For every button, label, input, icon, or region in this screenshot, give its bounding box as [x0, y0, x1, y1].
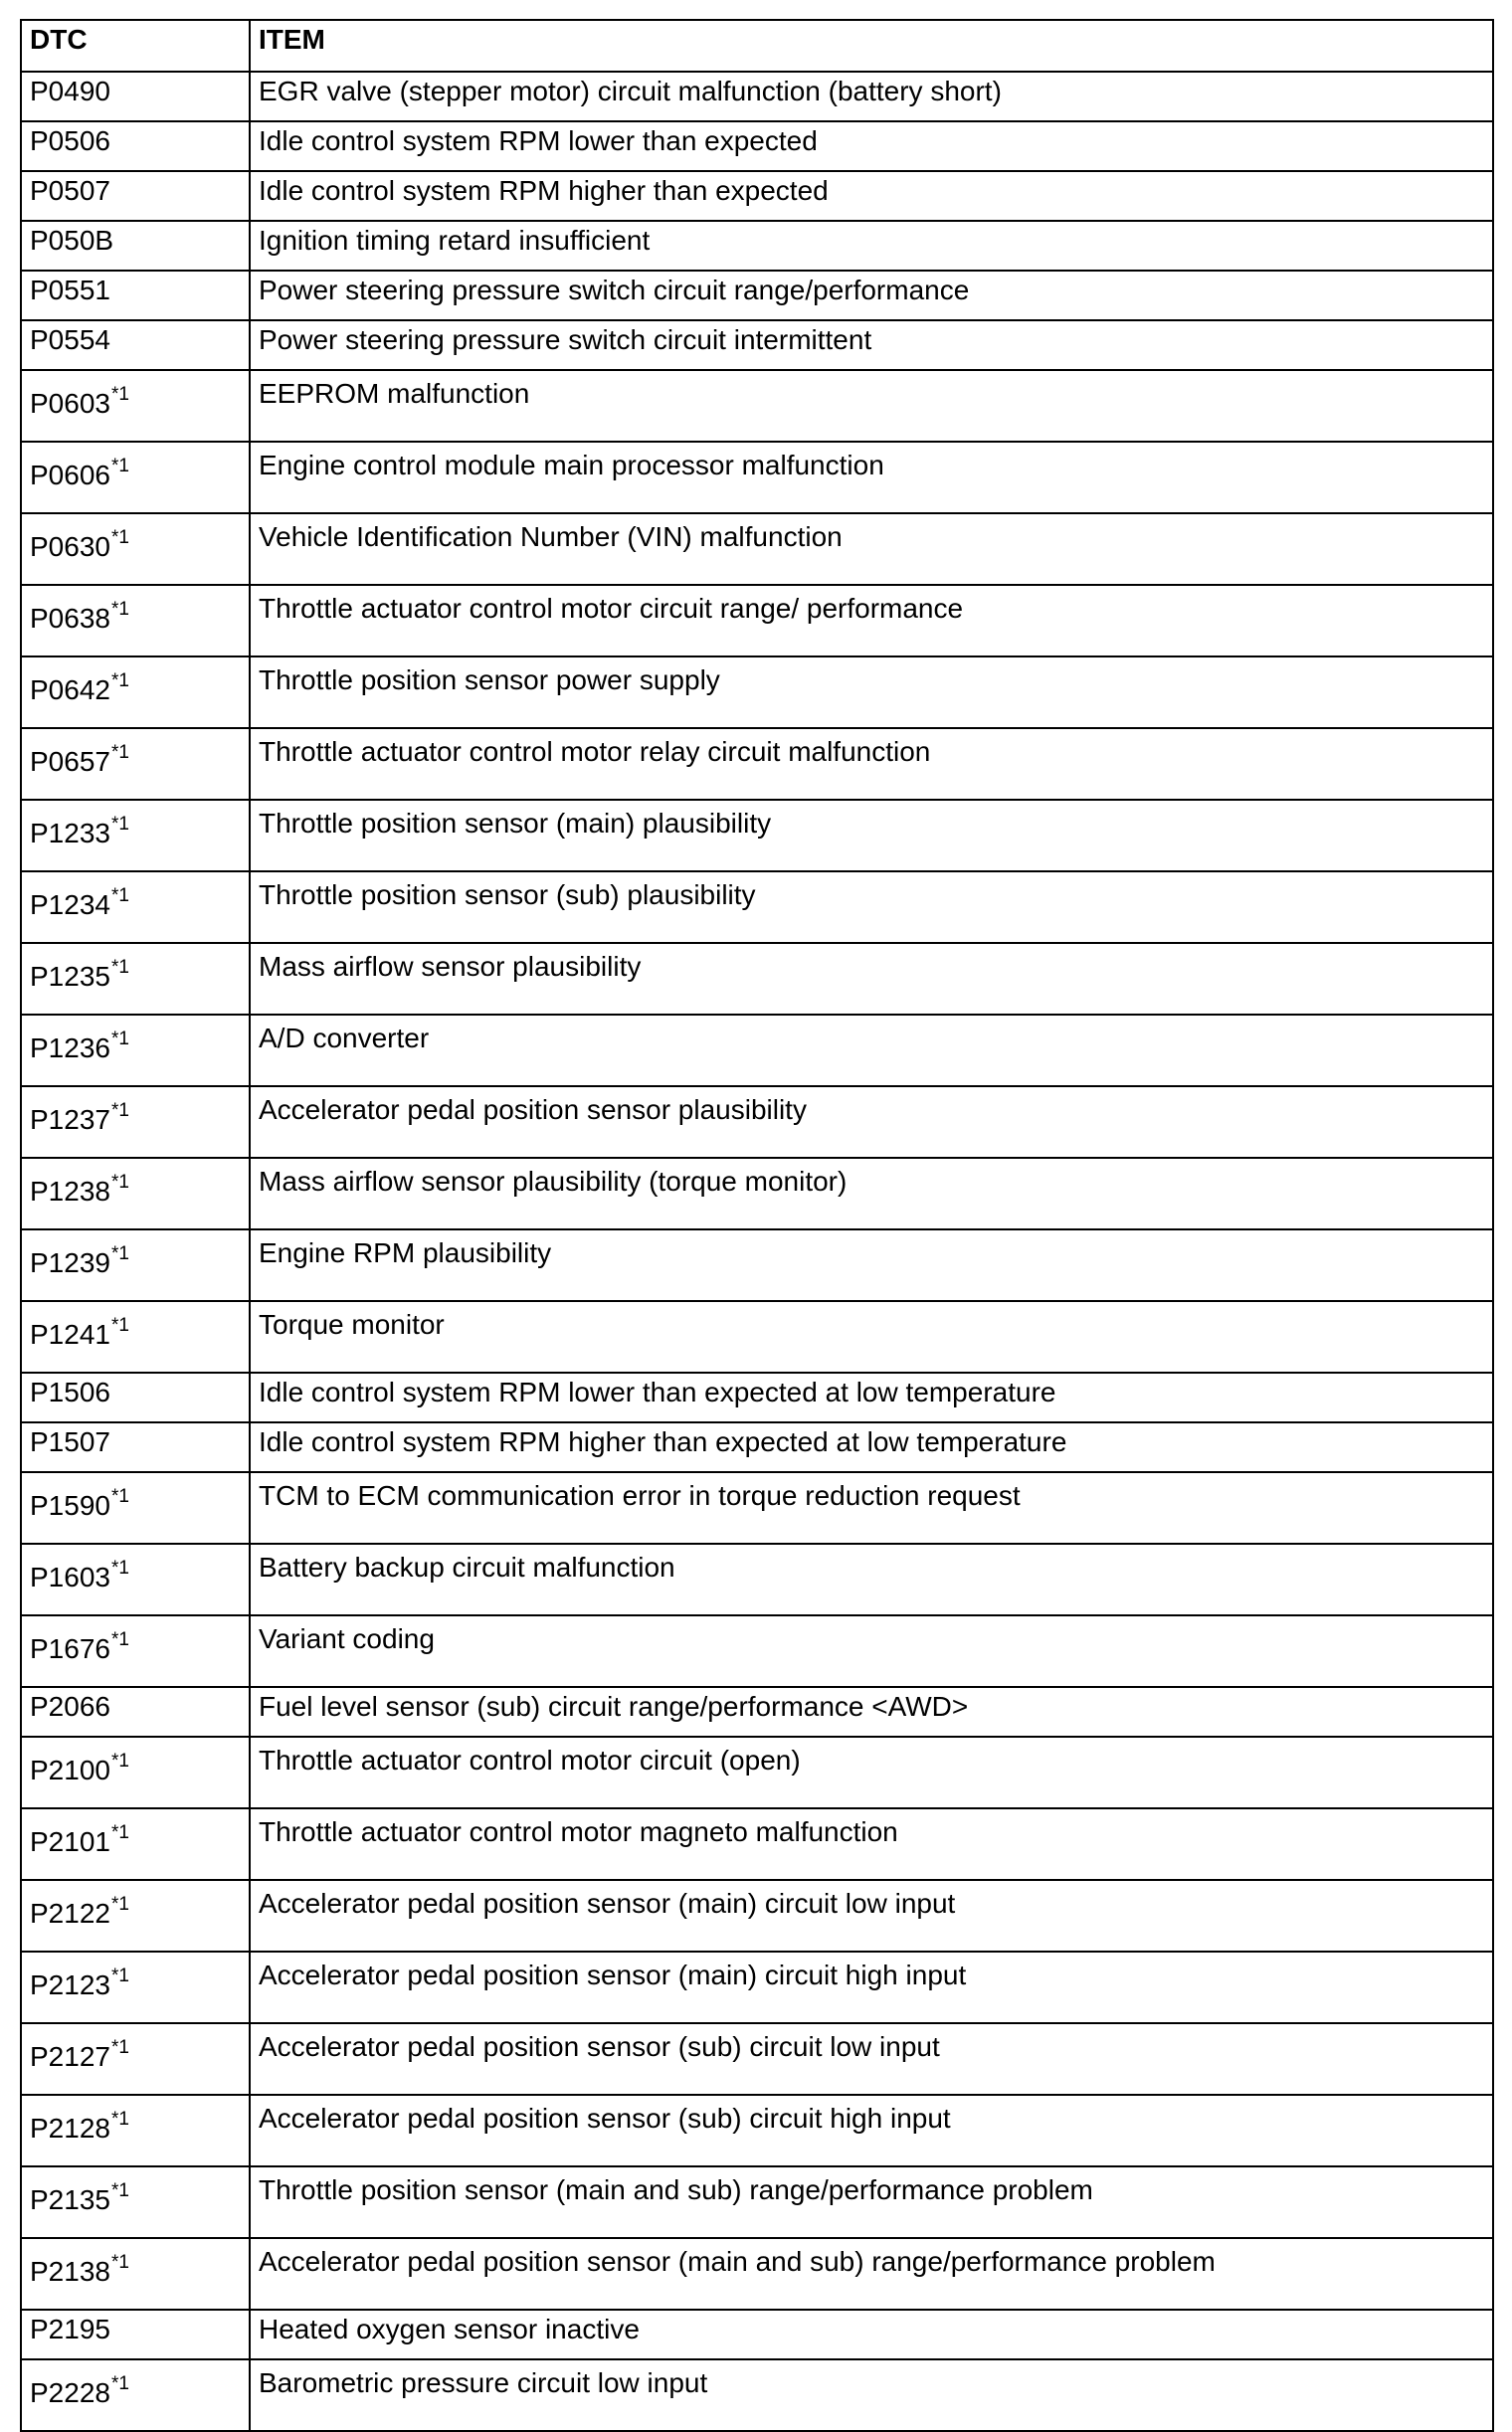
- table-row: [21, 1687, 1493, 1737]
- dtc-item-cell: Torque monitor: [250, 1301, 1493, 1373]
- dtc-code-cell: [21, 2095, 250, 2166]
- footnote-marker: *1: [110, 384, 129, 405]
- dtc-code-cell: [21, 871, 250, 943]
- dtc-item-cell: Throttle actuator control motor circuit (open): [250, 1737, 1493, 1808]
- header-row: [21, 20, 1493, 72]
- dtc-code-cell: [21, 370, 250, 442]
- dtc-table: [20, 19, 1494, 2432]
- dtc-item-cell: Variant coding: [250, 1615, 1493, 1687]
- dtc-code-cell: [21, 1472, 250, 1544]
- dtc-code-cell: [21, 271, 250, 320]
- table-row: [21, 121, 1493, 171]
- dtc-code-cell: [21, 1158, 250, 1229]
- footnote-marker: *1: [110, 814, 129, 835]
- dtc-code: P2127: [30, 2041, 110, 2072]
- footnote-marker: *1: [110, 2252, 129, 2273]
- dtc-code-cell: [21, 121, 250, 171]
- dtc-item-cell: Engine control module main processor malfunction: [250, 442, 1493, 513]
- dtc-item-cell: Throttle position sensor (main and sub) range/performance problem: [250, 2166, 1493, 2238]
- table-row: [21, 1544, 1493, 1615]
- table-row: [21, 728, 1493, 800]
- dtc-code: P0630: [30, 531, 110, 562]
- dtc-code-cell: [21, 2359, 250, 2431]
- dtc-code-cell: [21, 1687, 250, 1737]
- dtc-item-cell: Heated oxygen sensor inactive: [250, 2310, 1493, 2359]
- dtc-item-cell: Throttle position sensor (main) plausibility: [250, 800, 1493, 871]
- dtc-code-cell: [21, 2023, 250, 2095]
- table-row: [21, 171, 1493, 221]
- footnote-marker: *1: [110, 2373, 129, 2394]
- table-row: [21, 442, 1493, 513]
- footnote-marker: *1: [110, 1172, 129, 1193]
- dtc-code: P1237: [30, 1104, 110, 1135]
- dtc-item-cell: Mass airflow sensor plausibility: [250, 943, 1493, 1015]
- dtc-item-cell: Idle control system RPM lower than expected at low temperature: [250, 1373, 1493, 1422]
- table-row: [21, 370, 1493, 442]
- table-row: [21, 800, 1493, 871]
- dtc-item-cell: Idle control system RPM higher than expected: [250, 171, 1493, 221]
- footnote-marker: *1: [110, 957, 129, 978]
- dtc-code: P0642: [30, 674, 110, 705]
- footnote-marker: *1: [110, 2037, 129, 2058]
- dtc-code-cell: [21, 728, 250, 800]
- dtc-code: P0506: [30, 125, 110, 156]
- dtc-item-cell: Ignition timing retard insufficient: [250, 221, 1493, 271]
- dtc-code: P0657: [30, 746, 110, 777]
- dtc-item-cell: Fuel level sensor (sub) circuit range/performance <AWD>: [250, 1687, 1493, 1737]
- table-row: [21, 1373, 1493, 1422]
- dtc-item-cell: Mass airflow sensor plausibility (torque monitor): [250, 1158, 1493, 1229]
- dtc-code: P1590: [30, 1490, 110, 1521]
- table-row: [21, 1229, 1493, 1301]
- footnote-marker: *1: [110, 1315, 129, 1336]
- footnote-marker: *1: [110, 1629, 129, 1650]
- footnote-marker: *1: [110, 1822, 129, 1843]
- dtc-code-cell: [21, 1229, 250, 1301]
- footnote-marker: *1: [110, 885, 129, 906]
- footnote-marker: *1: [110, 1100, 129, 1121]
- dtc-code: P2123: [30, 1969, 110, 2000]
- table-row: [21, 271, 1493, 320]
- footnote-marker: *1: [110, 527, 129, 548]
- dtc-code-cell: [21, 171, 250, 221]
- dtc-code: P1238: [30, 1176, 110, 1207]
- dtc-item-cell: Throttle actuator control motor circuit range/ performance: [250, 585, 1493, 656]
- footnote-marker: *1: [110, 456, 129, 476]
- table-row: [21, 1737, 1493, 1808]
- dtc-code-cell: [21, 320, 250, 370]
- dtc-code-cell: [21, 1373, 250, 1422]
- dtc-item-cell: Engine RPM plausibility: [250, 1229, 1493, 1301]
- dtc-code-cell: [21, 72, 250, 121]
- dtc-code-cell: [21, 513, 250, 585]
- dtc-code: P2122: [30, 1898, 110, 1929]
- dtc-item-cell: A/D converter: [250, 1015, 1493, 1086]
- dtc-code-cell: [21, 1086, 250, 1158]
- table-row: [21, 221, 1493, 271]
- dtc-table-body: [21, 72, 1493, 2431]
- dtc-code: P2100: [30, 1755, 110, 1785]
- dtc-code-cell: [21, 800, 250, 871]
- dtc-code: P1235: [30, 961, 110, 992]
- dtc-item-cell: Idle control system RPM higher than expected at low temperature: [250, 1422, 1493, 1472]
- table-row: [21, 2023, 1493, 2095]
- table-row: [21, 2310, 1493, 2359]
- dtc-code: P050B: [30, 225, 114, 256]
- dtc-item-cell: Accelerator pedal position sensor (main) circuit high input: [250, 1952, 1493, 2023]
- table-row: [21, 1086, 1493, 1158]
- dtc-item-cell: Throttle position sensor power supply: [250, 656, 1493, 728]
- dtc-item-cell: Accelerator pedal position sensor (sub) circuit high input: [250, 2095, 1493, 2166]
- table-row: [21, 871, 1493, 943]
- dtc-code-cell: [21, 2238, 250, 2310]
- dtc-code: P1236: [30, 1032, 110, 1063]
- dtc-code-cell: [21, 1301, 250, 1373]
- table-row: [21, 1422, 1493, 1472]
- footnote-marker: *1: [110, 742, 129, 763]
- dtc-code-cell: [21, 1737, 250, 1808]
- dtc-code: P1239: [30, 1247, 110, 1278]
- dtc-code-cell: [21, 1544, 250, 1615]
- footnote-marker: *1: [110, 2180, 129, 2201]
- dtc-code: P2228: [30, 2377, 110, 2408]
- footnote-marker: *1: [110, 1751, 129, 1772]
- dtc-item-cell: Power steering pressure switch circuit intermittent: [250, 320, 1493, 370]
- dtc-code: P2066: [30, 1691, 110, 1722]
- dtc-item-cell: Accelerator pedal position sensor plausibility: [250, 1086, 1493, 1158]
- dtc-code-cell: [21, 221, 250, 271]
- table-row: [21, 2166, 1493, 2238]
- footnote-marker: *1: [110, 1029, 129, 1049]
- dtc-item-cell: Throttle actuator control motor magneto malfunction: [250, 1808, 1493, 1880]
- dtc-item-cell: EGR valve (stepper motor) circuit malfunction (battery short): [250, 72, 1493, 121]
- dtc-item-cell: Accelerator pedal position sensor (main) circuit low input: [250, 1880, 1493, 1952]
- dtc-code: P1241: [30, 1319, 110, 1350]
- dtc-item-cell: Idle control system RPM lower than expected: [250, 121, 1493, 171]
- dtc-code-cell: [21, 585, 250, 656]
- table-row: [21, 1880, 1493, 1952]
- dtc-code: P1233: [30, 818, 110, 848]
- table-row: [21, 1808, 1493, 1880]
- table-row: [21, 585, 1493, 656]
- footnote-marker: *1: [110, 1243, 129, 1264]
- dtc-code-cell: [21, 1808, 250, 1880]
- dtc-item-cell: Accelerator pedal position sensor (sub) circuit low input: [250, 2023, 1493, 2095]
- dtc-code: P0603: [30, 388, 110, 419]
- footnote-marker: *1: [110, 2109, 129, 2130]
- dtc-code-cell: [21, 1422, 250, 1472]
- table-row: [21, 656, 1493, 728]
- dtc-code: P2128: [30, 2113, 110, 2144]
- dtc-item-cell: Throttle actuator control motor relay circuit malfunction: [250, 728, 1493, 800]
- footnote-marker: *1: [110, 1965, 129, 1986]
- dtc-code-cell: [21, 1880, 250, 1952]
- table-row: [21, 1301, 1493, 1373]
- footnote-marker: *1: [110, 1486, 129, 1507]
- dtc-code: P1507: [30, 1426, 110, 1457]
- dtc-code: P1603: [30, 1562, 110, 1592]
- dtc-code: P1234: [30, 889, 110, 920]
- dtc-code: P0638: [30, 603, 110, 634]
- dtc-code: P2195: [30, 2314, 110, 2344]
- dtc-code-cell: [21, 2310, 250, 2359]
- dtc-code: P0507: [30, 175, 110, 206]
- footnote-marker: *1: [110, 599, 129, 620]
- table-row: [21, 1015, 1493, 1086]
- table-row: [21, 2359, 1493, 2431]
- header-dtc: DTC: [21, 20, 250, 72]
- dtc-code: P0490: [30, 76, 110, 106]
- dtc-item-cell: TCM to ECM communication error in torque reduction request: [250, 1472, 1493, 1544]
- dtc-item-cell: Accelerator pedal position sensor (main and sub) range/performance problem: [250, 2238, 1493, 2310]
- dtc-code: P0551: [30, 275, 110, 305]
- table-row: [21, 943, 1493, 1015]
- dtc-code: P0554: [30, 324, 110, 355]
- dtc-code: P2138: [30, 2256, 110, 2287]
- table-row: [21, 1615, 1493, 1687]
- dtc-item-cell: EEPROM malfunction: [250, 370, 1493, 442]
- dtc-item-cell: Power steering pressure switch circuit range/performance: [250, 271, 1493, 320]
- dtc-item-cell: Battery backup circuit malfunction: [250, 1544, 1493, 1615]
- header-item: ITEM: [250, 20, 1493, 72]
- dtc-code: P2101: [30, 1826, 110, 1857]
- dtc-item-cell: Throttle position sensor (sub) plausibility: [250, 871, 1493, 943]
- dtc-code-cell: [21, 1015, 250, 1086]
- dtc-code: P1506: [30, 1377, 110, 1407]
- dtc-code-cell: [21, 442, 250, 513]
- dtc-code-cell: [21, 2166, 250, 2238]
- table-row: [21, 2238, 1493, 2310]
- dtc-code: P2135: [30, 2184, 110, 2215]
- dtc-code-cell: [21, 943, 250, 1015]
- table-row: [21, 320, 1493, 370]
- footnote-marker: *1: [110, 670, 129, 691]
- dtc-code: P1676: [30, 1633, 110, 1664]
- table-row: [21, 513, 1493, 585]
- footnote-marker: *1: [110, 1894, 129, 1915]
- dtc-code-cell: [21, 656, 250, 728]
- dtc-item-cell: Vehicle Identification Number (VIN) malfunction: [250, 513, 1493, 585]
- table-row: [21, 1158, 1493, 1229]
- dtc-code: P0606: [30, 460, 110, 490]
- dtc-code-cell: [21, 1615, 250, 1687]
- table-row: [21, 1952, 1493, 2023]
- table-row: [21, 72, 1493, 121]
- footnote-marker: *1: [110, 1558, 129, 1579]
- table-row: [21, 1472, 1493, 1544]
- dtc-item-cell: Barometric pressure circuit low input: [250, 2359, 1493, 2431]
- table-row: [21, 2095, 1493, 2166]
- dtc-code-cell: [21, 1952, 250, 2023]
